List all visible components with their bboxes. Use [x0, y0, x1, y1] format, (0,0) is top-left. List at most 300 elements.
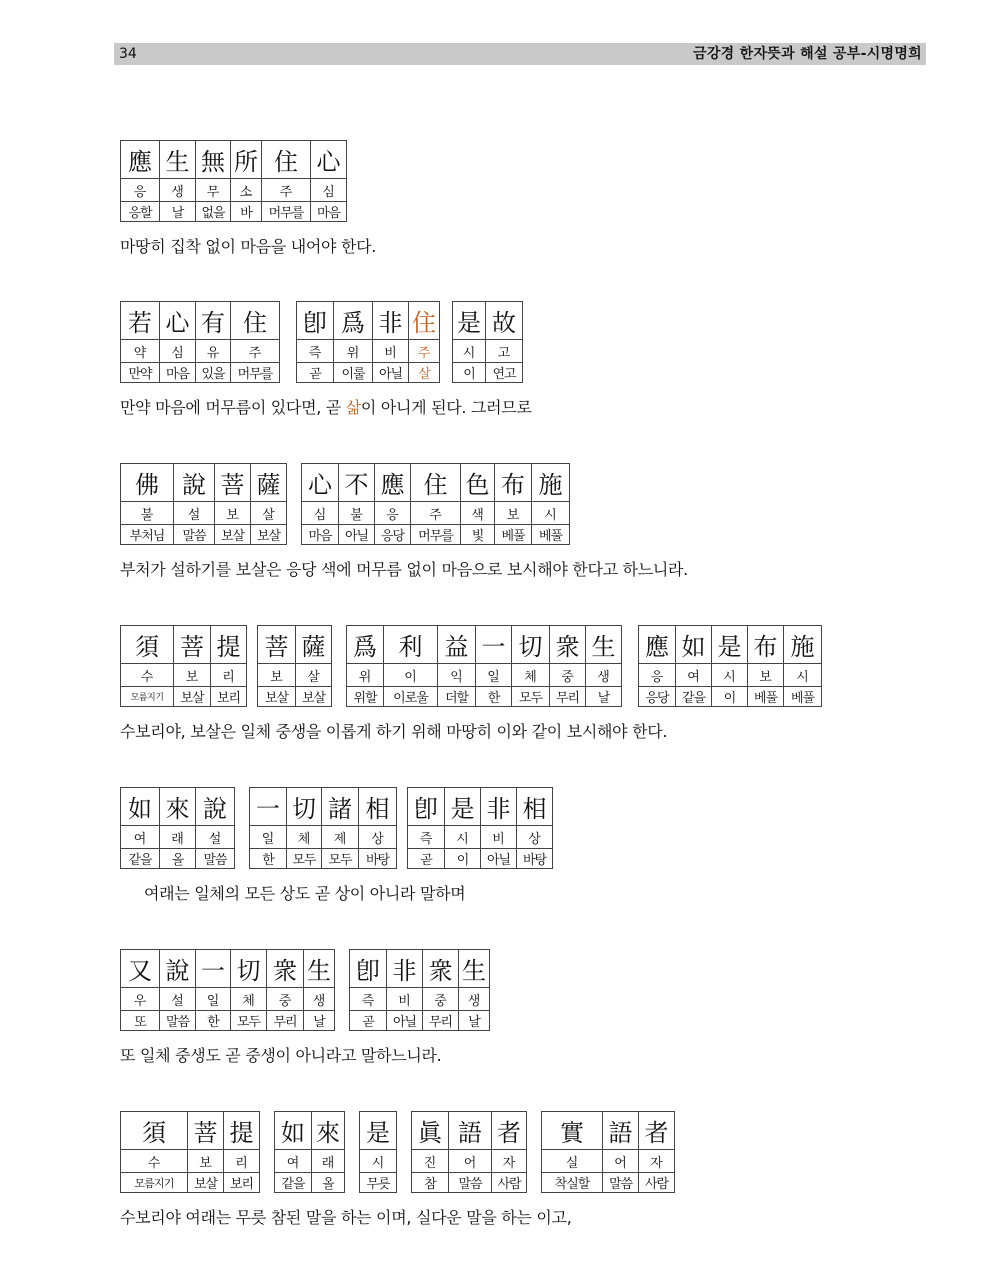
- group-separator: [287, 464, 302, 502]
- hanja-char: 住: [411, 464, 461, 502]
- translation-text: 부처가 설하기를 보살은 응당 색에 머무름 없이 마음으로 보시해야 한다고 하느니라.: [120, 560, 688, 579]
- hanja-reading: 일: [196, 988, 231, 1011]
- meaning-row: [121, 687, 822, 707]
- hanja-reading: 수: [121, 1150, 188, 1173]
- hanja-char: 菩: [174, 626, 211, 664]
- hanja-meaning: 베풀: [748, 687, 784, 707]
- hanja-reading: 자: [639, 1150, 675, 1173]
- hanja-meaning: 바탕: [359, 849, 397, 869]
- hanja-reading: 보: [174, 664, 211, 687]
- group-separator: [622, 687, 639, 707]
- hanja-meaning: 마음: [302, 525, 339, 545]
- hanja-char: 實: [542, 1112, 603, 1150]
- hanja-reading: 시: [453, 340, 486, 363]
- translation-text: 마땅히 집착 없이 마음을 내어야 한다.: [120, 237, 377, 256]
- verse-block: [120, 949, 490, 1066]
- hanja-meaning: 곧: [408, 849, 445, 869]
- group-separator: [527, 1150, 542, 1173]
- hanja-meaning: 아닐: [387, 1011, 423, 1031]
- reading-row: [121, 988, 490, 1011]
- hanja-meaning: 이: [712, 687, 748, 707]
- hanja-reading: 주: [262, 179, 311, 202]
- hanja-reading: 살: [251, 502, 287, 525]
- verse-block: [120, 1111, 675, 1228]
- hanja-reading: 여: [275, 1150, 312, 1173]
- hanja-char: 住: [231, 302, 280, 340]
- hanja-reading: 여: [121, 826, 160, 849]
- hanja-table: [120, 1111, 675, 1193]
- hanja-reading: 불: [339, 502, 375, 525]
- hanja-meaning: 머무를: [231, 363, 280, 383]
- hanja-meaning: 날: [586, 687, 622, 707]
- hanja-meaning: 모두: [512, 687, 550, 707]
- group-separator: [397, 826, 408, 849]
- group-separator: [332, 626, 347, 664]
- hanja-meaning: 같을: [275, 1173, 312, 1193]
- hanja-reading: 즉: [297, 340, 334, 363]
- hanja-reading: 주: [231, 340, 280, 363]
- hanja-char: 是: [453, 302, 486, 340]
- hanja-reading: 체: [287, 826, 322, 849]
- hanja-char: 如: [275, 1112, 312, 1150]
- hanja-char: 布: [495, 464, 532, 502]
- hanja-char: 菩: [188, 1112, 224, 1150]
- page-number: 34: [119, 46, 137, 62]
- hanja-char: 相: [359, 788, 397, 826]
- meaning-row: [121, 1011, 490, 1031]
- translation-text: 수보리야 여래는 무릇 참된 말을 하는 이며, 실다운 말을 하는 이고,: [120, 1208, 572, 1227]
- hanja-meaning: 이: [445, 849, 481, 869]
- hanja-table: [120, 949, 490, 1031]
- verse-block: [120, 787, 553, 904]
- hanja-reading: 살: [296, 664, 332, 687]
- hanja-meaning: 부처님: [121, 525, 174, 545]
- hanja-meaning: 베풀: [784, 687, 822, 707]
- hanja-meaning: 모두: [322, 849, 359, 869]
- hanja-char: 語: [449, 1112, 492, 1150]
- group-separator: [622, 664, 639, 687]
- hanja-row: [121, 626, 822, 664]
- hanja-reading: 시: [532, 502, 570, 525]
- hanja-meaning: 무릇: [360, 1173, 397, 1193]
- group-separator: [397, 1112, 412, 1150]
- hanja-char: 說: [196, 788, 235, 826]
- hanja-meaning: 만약: [121, 363, 160, 383]
- hanja-row: [121, 950, 490, 988]
- hanja-reading: 심: [311, 179, 347, 202]
- hanja-reading: 우: [121, 988, 160, 1011]
- hanja-reading: 실: [542, 1150, 603, 1173]
- group-separator: [260, 1112, 275, 1150]
- hanja-char: 衆: [550, 626, 586, 664]
- hanja-char: 須: [121, 1112, 188, 1150]
- hanja-meaning: 위할: [347, 687, 384, 707]
- meaning-row: [121, 1173, 675, 1193]
- hanja-char: 無: [196, 141, 231, 179]
- hanja-reading: 래: [160, 826, 196, 849]
- hanja-char: 相: [517, 788, 553, 826]
- hanja-char: 爲: [334, 302, 373, 340]
- hanja-reading: 보: [188, 1150, 224, 1173]
- hanja-reading: 비: [481, 826, 517, 849]
- hanja-reading: 체: [231, 988, 267, 1011]
- hanja-meaning: 바: [231, 202, 262, 222]
- group-separator: [397, 1173, 412, 1193]
- hanja-meaning: 올: [160, 849, 196, 869]
- hanja-char: 切: [287, 788, 322, 826]
- group-separator: [527, 1173, 542, 1193]
- hanja-char: 薩: [251, 464, 287, 502]
- page-header: [114, 43, 926, 65]
- hanja-reading: 이: [384, 664, 438, 687]
- meaning-row: [121, 202, 347, 222]
- hanja-char: 又: [121, 950, 160, 988]
- hanja-char: 生: [160, 141, 196, 179]
- hanja-char: 一: [476, 626, 512, 664]
- hanja-meaning: 한: [476, 687, 512, 707]
- group-separator: [235, 826, 250, 849]
- hanja-meaning: 아닐: [339, 525, 375, 545]
- translation-text: [120, 395, 532, 418]
- hanja-reading: 보: [748, 664, 784, 687]
- hanja-reading: 생: [304, 988, 335, 1011]
- hanja-meaning: 보살: [251, 525, 287, 545]
- hanja-reading: 생: [160, 179, 196, 202]
- hanja-meaning: 참: [412, 1173, 449, 1193]
- hanja-meaning: 이룰: [334, 363, 373, 383]
- group-separator: [440, 340, 453, 363]
- hanja-reading: 상: [517, 826, 553, 849]
- hanja-reading: 일: [250, 826, 287, 849]
- hanja-char: 說: [174, 464, 215, 502]
- meaning-row: [121, 363, 523, 383]
- hanja-meaning: 모두: [287, 849, 322, 869]
- hanja-reading: 어: [449, 1150, 492, 1173]
- hanja-reading: 리: [211, 664, 247, 687]
- hanja-reading: 위: [334, 340, 373, 363]
- hanja-reading: 진: [412, 1150, 449, 1173]
- group-separator: [260, 1150, 275, 1173]
- hanja-reading: 심: [160, 340, 196, 363]
- hanja-reading: 불: [121, 502, 174, 525]
- group-separator: [345, 1173, 360, 1193]
- hanja-meaning: 머무를: [262, 202, 311, 222]
- hanja-reading: 설: [174, 502, 215, 525]
- hanja-char: 不: [339, 464, 375, 502]
- reading-row: [121, 826, 553, 849]
- hanja-char: 生: [304, 950, 335, 988]
- hanja-meaning: 같을: [121, 849, 160, 869]
- hanja-meaning: 한: [250, 849, 287, 869]
- hanja-char: 薩: [296, 626, 332, 664]
- hanja-char: 心: [302, 464, 339, 502]
- hanja-reading: 익: [438, 664, 476, 687]
- hanja-meaning: 보살: [258, 687, 296, 707]
- hanja-char: 住: [262, 141, 311, 179]
- hanja-char: 者: [639, 1112, 675, 1150]
- hanja-reading: 시: [445, 826, 481, 849]
- hanja-char: 非: [481, 788, 517, 826]
- hanja-char: 是: [445, 788, 481, 826]
- hanja-reading: 상: [359, 826, 397, 849]
- hanja-meaning: 베풀: [532, 525, 570, 545]
- hanja-meaning: 응당: [639, 687, 676, 707]
- hanja-char: 應: [639, 626, 676, 664]
- hanja-char: 生: [586, 626, 622, 664]
- group-separator: [247, 626, 258, 664]
- hanja-row: [121, 141, 347, 179]
- hanja-meaning: 무리: [267, 1011, 304, 1031]
- hanja-char: 利: [384, 626, 438, 664]
- group-separator: [622, 626, 639, 664]
- hanja-meaning: 날: [304, 1011, 335, 1031]
- hanja-meaning: 사람: [639, 1173, 675, 1193]
- verse-block: [120, 463, 688, 580]
- hanja-char: 施: [784, 626, 822, 664]
- hanja-row: [121, 788, 553, 826]
- hanja-meaning: 말씀: [196, 849, 235, 869]
- hanja-reading: 심: [302, 502, 339, 525]
- hanja-table: [120, 625, 822, 707]
- hanja-char: 是: [712, 626, 748, 664]
- hanja-reading: 유: [196, 340, 231, 363]
- translation-part: 이 아니게 된다. 그러므로: [360, 398, 532, 417]
- hanja-char: 施: [532, 464, 570, 502]
- hanja-meaning: 모두: [231, 1011, 267, 1031]
- hanja-char: 佛: [121, 464, 174, 502]
- translation-text: 여래는 일체의 모든 상도 곧 상이 아니라 말하며: [144, 884, 466, 903]
- hanja-reading: 소: [231, 179, 262, 202]
- reading-row: [121, 1150, 675, 1173]
- hanja-char: 若: [121, 302, 160, 340]
- hanja-char: 如: [676, 626, 712, 664]
- hanja-meaning: 보살: [174, 687, 211, 707]
- hanja-meaning: 곧: [297, 363, 334, 383]
- group-separator: [280, 340, 297, 363]
- hanja-reading: 여: [676, 664, 712, 687]
- hanja-char: 提: [224, 1112, 260, 1150]
- hanja-reading: 생: [459, 988, 490, 1011]
- hanja-meaning: 바탕: [517, 849, 553, 869]
- document-title: 금강경 한자뜻과 해설 공부-시명명희: [693, 46, 922, 62]
- hanja-meaning: 말씀: [160, 1011, 196, 1031]
- group-separator: [247, 664, 258, 687]
- hanja-char: 來: [312, 1112, 345, 1150]
- group-separator: [287, 502, 302, 525]
- hanja-char: 非: [387, 950, 423, 988]
- hanja-table: [120, 787, 553, 869]
- hanja-reading: 수: [121, 664, 174, 687]
- hanja-table: [120, 301, 523, 383]
- hanja-meaning: 이: [453, 363, 486, 383]
- hanja-row: [121, 1112, 675, 1150]
- hanja-reading: 시: [360, 1150, 397, 1173]
- hanja-meaning: 날: [459, 1011, 490, 1031]
- hanja-char: 卽: [350, 950, 387, 988]
- hanja-reading: 중: [550, 664, 586, 687]
- hanja-char: 色: [461, 464, 495, 502]
- hanja-meaning: 없을: [196, 202, 231, 222]
- hanja-char: 益: [438, 626, 476, 664]
- group-separator: [527, 1112, 542, 1150]
- hanja-meaning: 말씀: [603, 1173, 639, 1193]
- hanja-meaning: 보살: [188, 1173, 224, 1193]
- hanja-meaning: 곧: [350, 1011, 387, 1031]
- reading-row: [121, 179, 347, 202]
- group-separator: [397, 849, 408, 869]
- hanja-reading: 비: [387, 988, 423, 1011]
- hanja-row: [121, 464, 570, 502]
- hanja-char: 應: [121, 141, 160, 179]
- verse-block: [120, 301, 532, 418]
- hanja-meaning: 사람: [492, 1173, 527, 1193]
- group-separator: [440, 302, 453, 340]
- hanja-meaning: 날: [160, 202, 196, 222]
- group-separator: [335, 988, 350, 1011]
- translation-part: 만약 마음에 머무름이 있다면, 곧: [120, 398, 346, 417]
- hanja-char: 須: [121, 626, 174, 664]
- hanja-reading: 시: [784, 664, 822, 687]
- group-separator: [345, 1150, 360, 1173]
- hanja-reading: 주: [411, 502, 461, 525]
- hanja-char: 布: [748, 626, 784, 664]
- group-separator: [280, 302, 297, 340]
- hanja-meaning: 더할: [438, 687, 476, 707]
- hanja-char: 衆: [267, 950, 304, 988]
- hanja-char: 語: [603, 1112, 639, 1150]
- hanja-meaning: 보리: [224, 1173, 260, 1193]
- hanja-meaning: 같을: [676, 687, 712, 707]
- hanja-char: 一: [250, 788, 287, 826]
- hanja-table: [120, 140, 347, 222]
- group-separator: [235, 849, 250, 869]
- hanja-char: 生: [459, 950, 490, 988]
- hanja-meaning: 무리: [423, 1011, 459, 1031]
- reading-row: [121, 664, 822, 687]
- hanja-char: 心: [311, 141, 347, 179]
- group-separator: [397, 788, 408, 826]
- hanja-reading: 중: [267, 988, 304, 1011]
- hanja-char: 是: [360, 1112, 397, 1150]
- hanja-meaning: 모름지기: [121, 1173, 188, 1193]
- hanja-char: 非: [373, 302, 409, 340]
- meaning-row: [121, 849, 553, 869]
- hanja-meaning: 연고: [486, 363, 523, 383]
- hanja-meaning: 말씀: [174, 525, 215, 545]
- hanja-meaning: 모름지기: [121, 687, 174, 707]
- group-separator: [397, 1150, 412, 1173]
- hanja-table: [120, 463, 570, 545]
- hanja-reading: 보: [495, 502, 532, 525]
- hanja-char: 所: [231, 141, 262, 179]
- hanja-reading: 위: [347, 664, 384, 687]
- hanja-char: 眞: [412, 1112, 449, 1150]
- hanja-char: 說: [160, 950, 196, 988]
- hanja-meaning: 착실할: [542, 1173, 603, 1193]
- hanja-meaning: 마음: [160, 363, 196, 383]
- hanja-reading: 일: [476, 664, 512, 687]
- hanja-char: 菩: [258, 626, 296, 664]
- hanja-meaning: 보살: [215, 525, 251, 545]
- hanja-reading: 래: [312, 1150, 345, 1173]
- hanja-reading: 생: [586, 664, 622, 687]
- group-separator: [287, 525, 302, 545]
- hanja-reading: 시: [712, 664, 748, 687]
- group-separator: [335, 950, 350, 988]
- hanja-meaning: 또: [121, 1011, 160, 1031]
- hanja-char: 卽: [408, 788, 445, 826]
- hanja-reading: 설: [160, 988, 196, 1011]
- hanja-reading: 응: [375, 502, 411, 525]
- group-separator: [260, 1173, 275, 1193]
- meaning-row: [121, 525, 570, 545]
- hanja-reading: 보: [215, 502, 251, 525]
- hanja-char: 心: [160, 302, 196, 340]
- group-separator: [440, 363, 453, 383]
- hanja-meaning: 무리: [550, 687, 586, 707]
- hanja-reading: 보: [258, 664, 296, 687]
- group-separator: [345, 1112, 360, 1150]
- hanja-reading: 무: [196, 179, 231, 202]
- group-separator: [332, 664, 347, 687]
- hanja-char: 衆: [423, 950, 459, 988]
- hanja-char: 一: [196, 950, 231, 988]
- hanja-char: 菩: [215, 464, 251, 502]
- hanja-char: 卽: [297, 302, 334, 340]
- hanja-reading: 응: [639, 664, 676, 687]
- reading-row: [121, 340, 523, 363]
- hanja-meaning: 아닐: [481, 849, 517, 869]
- hanja-reading: 응: [121, 179, 160, 202]
- hanja-char: 住: [409, 302, 440, 340]
- hanja-meaning: 머무를: [411, 525, 461, 545]
- hanja-reading: 색: [461, 502, 495, 525]
- hanja-char: 者: [492, 1112, 527, 1150]
- hanja-reading: 제: [322, 826, 359, 849]
- reading-row: [121, 502, 570, 525]
- translation-text: 또 일체 중생도 곧 중생이 아니라고 말하느니라.: [120, 1046, 442, 1065]
- hanja-meaning: 있을: [196, 363, 231, 383]
- hanja-row: [121, 302, 523, 340]
- hanja-reading: 즉: [350, 988, 387, 1011]
- hanja-meaning: 올: [312, 1173, 345, 1193]
- hanja-meaning: 보살: [296, 687, 332, 707]
- hanja-char: 諸: [322, 788, 359, 826]
- hanja-meaning: 빛: [461, 525, 495, 545]
- translation-text: 수보리야, 보살은 일체 중생을 이롭게 하기 위해 마땅히 이와 같이 보시해야 한다.: [120, 722, 668, 741]
- hanja-char: 應: [375, 464, 411, 502]
- hanja-reading: 중: [423, 988, 459, 1011]
- hanja-reading: 리: [224, 1150, 260, 1173]
- hanja-meaning: 보리: [211, 687, 247, 707]
- hanja-reading: 어: [603, 1150, 639, 1173]
- translation-highlight: 삶: [345, 398, 361, 417]
- hanja-reading: 비: [373, 340, 409, 363]
- group-separator: [280, 363, 297, 383]
- hanja-char: 爲: [347, 626, 384, 664]
- hanja-meaning: 이로울: [384, 687, 438, 707]
- hanja-char: 有: [196, 302, 231, 340]
- verse-block: [120, 625, 822, 742]
- verse-block: [120, 140, 376, 257]
- hanja-meaning: 응당: [375, 525, 411, 545]
- hanja-char: 切: [231, 950, 267, 988]
- hanja-char: 提: [211, 626, 247, 664]
- group-separator: [235, 788, 250, 826]
- hanja-meaning: 한: [196, 1011, 231, 1031]
- hanja-meaning: 응할: [121, 202, 160, 222]
- hanja-reading: 즉: [408, 826, 445, 849]
